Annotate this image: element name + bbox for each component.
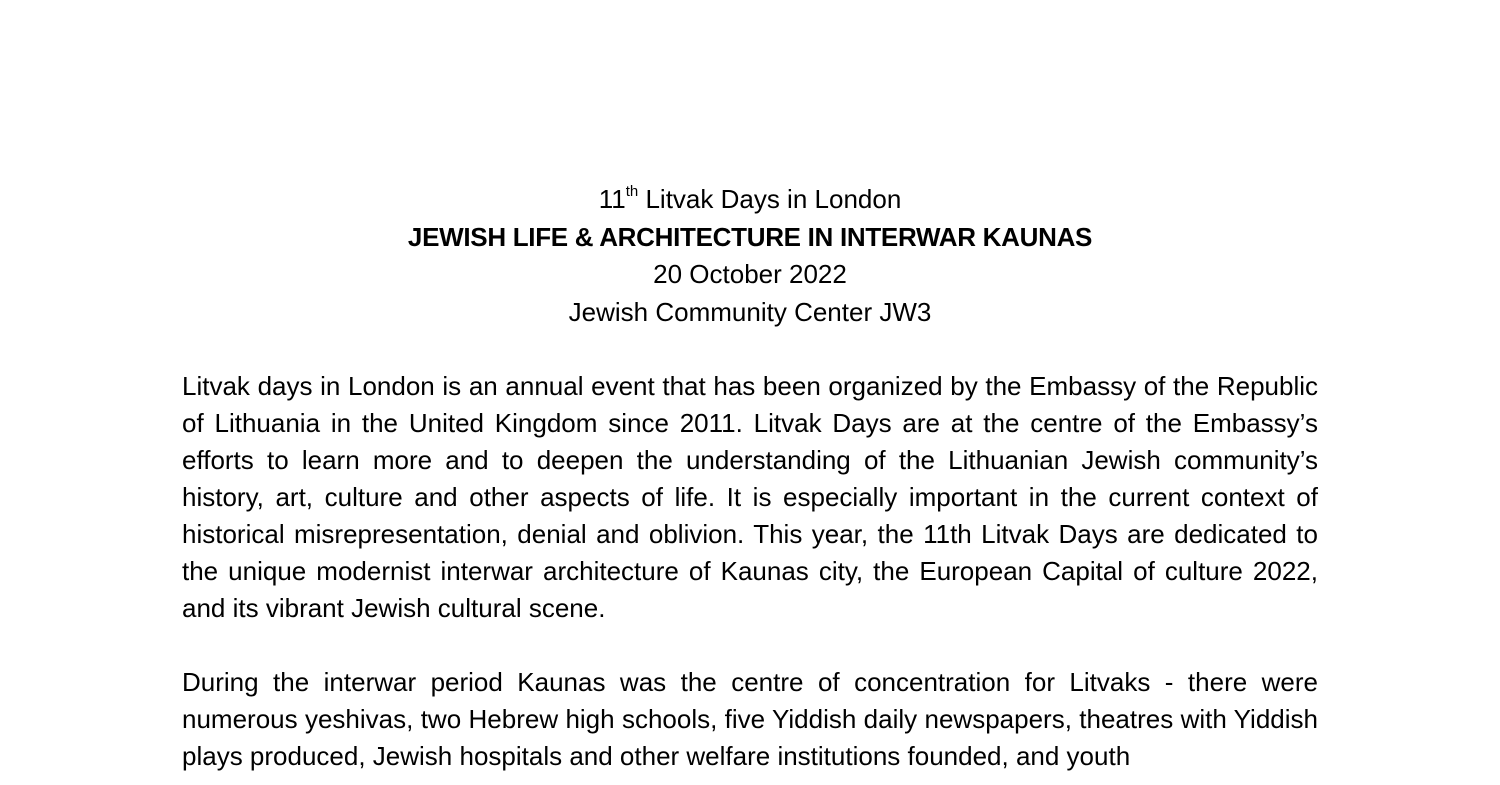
event-title: JEWISH LIFE & ARCHITECTURE IN INTERWAR KAUNAS — [407, 221, 1093, 252]
body-paragraph-1: Litvak days in London is an annual event that has been organized by the Embassy of the Republic of Lithuania in the United Kingdom since 2011. Litvak Days are at the centre of the Embassy’s efforts to learn more and to deepen the understanding of the Lithuanian Jewish community’s history, art, culture and other aspects of life. It is especially important in the current context of historical misrepresentation, denial and oblivion. This year, the 11th Litvak Days are dedicated to the unique modernist interwar architecture of Kaunas city, the European Capital of culture 2022, and its vibrant Jewish cultural scene. — [182, 371, 1318, 623]
edition-ordinal-suffix: th — [625, 183, 639, 201]
event-edition — [0, 181, 1500, 219]
event-venue: Jewish Community Center JW3 — [568, 296, 932, 327]
body-paragraph-2: During the interwar period Kaunas was the centre of concentration for Litvaks - there were numerous yeshivas, two Hebrew high schools, five Yiddish daily newspapers, theatres with Yiddish plays produced, Jewish hospitals and other welfare institutions founded, and youth — [182, 667, 1318, 771]
edition-number: 11 — [598, 184, 626, 214]
edition-text: Litvak Days in London — [638, 184, 902, 214]
document-header — [0, 181, 1500, 331]
event-date: 20 October 2022 — [653, 259, 847, 289]
